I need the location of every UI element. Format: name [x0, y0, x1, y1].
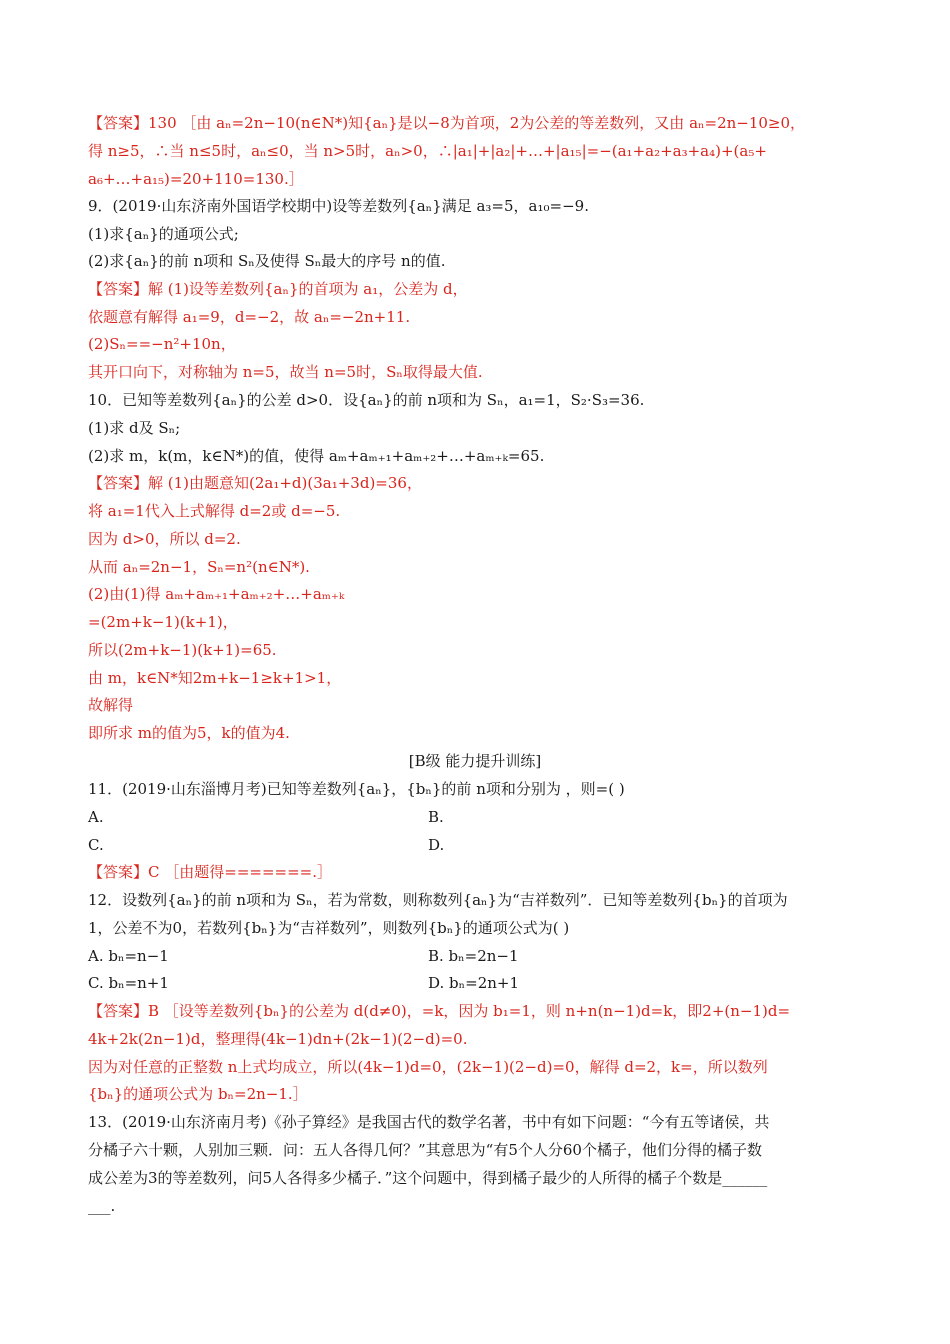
answer-8-line-2: 得 n≥5，∴当 n≤5时，aₙ≤0，当 n>5时，aₙ>0，∴|a₁|+|a₂|+…+|a₁₅|=−(a₁+a₂+a₃+a₄)+(a₅+ — [88, 142, 767, 160]
answer-12-line-4: {bₙ}的通项公式为 bₙ=2n−1.］ — [88, 1085, 308, 1103]
option-d: D. bₙ=2n+1 — [428, 974, 520, 992]
question-12-options-row-1 — [88, 946, 866, 966]
option-b: B. — [428, 808, 444, 826]
question-13-line-2: 分橘子六十颗，人别加三颗．问：五人各得几何？”其意思为“有5个人分60个橘子，他们分得的橘子数 — [88, 1141, 762, 1159]
question-13-line-1: 13．(2019·山东济南月考)《孙子算经》是我国古代的数学名著，书中有如下问题：“今有五等诸侯，共 — [88, 1113, 770, 1131]
option-a: A. bₙ=n−1 — [88, 947, 169, 965]
answer-10-line-8: 由 m，k∈N*知2m+k−1≥k+1>1， — [88, 669, 342, 687]
question-9-part-2: (2)求{aₙ}的前 n项和 Sₙ及使得 Sₙ最大的序号 n的值. — [88, 252, 446, 270]
question-13-line-4: ___. — [88, 1197, 116, 1215]
answer-8-line-3: a₆+…+a₁₅)=20+110=130.］ — [88, 170, 304, 188]
option-d: D. — [428, 836, 445, 854]
answer-10-line-4: 从而 aₙ=2n−1，Sₙ=n²(n∈N*). — [88, 558, 310, 576]
answer-10-line-5: (2)由(1)得 aₘ+aₘ₊₁+aₘ₊₂+…+aₘ₊ₖ — [88, 585, 345, 603]
question-9-stem: 9．(2019·山东济南外国语学校期中)设等差数列{aₙ}满足 a₃=5，a₁₀=−9. — [88, 197, 589, 215]
answer-9-line-1: 【答案】解 (1)设等差数列{aₙ}的首项为 a₁，公差为 d， — [88, 280, 468, 298]
answer-10-line-2: 将 a₁=1代入上式解得 d=2或 d=−5. — [88, 502, 341, 520]
question-10-part-1: (1)求 d及 Sₙ; — [88, 419, 181, 437]
question-12-options-row-2 — [88, 973, 866, 993]
question-12-stem-line-2: 1，公差不为0，若数列{bₙ}为“吉祥数列”，则数列{bₙ}的通项公式为( ) — [88, 919, 570, 937]
question-10-part-2: (2)求 m，k(m，k∈N*)的值，使得 aₘ+aₘ₊₁+aₘ₊₂+…+aₘ₊ₖ=65. — [88, 447, 545, 465]
question-11-options-row-1 — [88, 807, 866, 827]
answer-9-line-2: 依题意有解得 a₁=9，d=−2，故 aₙ=−2n+11. — [88, 308, 411, 326]
answer-9-line-3: (2)Sₙ==−n²+10n， — [88, 335, 236, 353]
section-title: [B级 能力提升训练] — [408, 752, 542, 770]
option-c: C. bₙ=n+1 — [88, 974, 169, 992]
answer-10-line-3: 因为 d>0，所以 d=2. — [88, 530, 241, 548]
question-9-part-1: (1)求{aₙ}的通项公式; — [88, 225, 239, 243]
answer-10-line-6: =(2m+k−1)(k+1)， — [88, 613, 238, 631]
question-10-stem: 10．已知等差数列{aₙ}的公差 d>0．设{aₙ}的前 n项和为 Sₙ，a₁=1，S₂·S₃=36. — [88, 391, 645, 409]
question-12-stem-line-1: 12．设数列{aₙ}的前 n项和为 Sₙ，若为常数，则称数列{aₙ}为“吉祥数列”．已知等差数列{bₙ}的首项为 — [88, 891, 788, 909]
option-a: A. — [88, 808, 104, 826]
question-13-line-3: 成公差为3的等差数列，问5人各得多少橘子．”这个问题中，得到橘子最少的人所得的橘子个数是______ — [88, 1169, 768, 1187]
answer-10-line-9: 故解得 — [88, 696, 134, 714]
answer-12-line-3: 因为对任意的正整数 n上式均成立，所以(4k−1)d=0，(2k−1)(2−d)=0，解得 d=2，k=，所以数列 — [88, 1058, 768, 1076]
answer-10-line-7: 所以(2m+k−1)(k+1)=65. — [88, 641, 277, 659]
answer-9-line-4: 其开口向下，对称轴为 n=5，故当 n=5时，Sₙ取得最大值. — [88, 363, 483, 381]
answer-10-line-10: 即所求 m的值为5，k的值为4. — [88, 724, 290, 742]
answer-10-line-1: 【答案】解 (1)由题意知(2a₁+d)(3a₁+3d)=36， — [88, 474, 422, 492]
question-11-stem: 11．(2019·山东淄博月考)已知等差数列{aₙ}，{bₙ}的前 n项和分别为 ，则=( ) — [88, 780, 625, 798]
answer-12-line-1: 【答案】B ［设等差数列{bₙ}的公差为 d(d≠0)，=k，因为 b₁=1，则 n+n(n−1)d=k，即2+(n−1)d= — [88, 1002, 791, 1020]
option-b: B. bₙ=2n−1 — [428, 947, 519, 965]
question-11-options-row-2 — [88, 835, 866, 855]
answer-8-line-1: 【答案】130 ［由 aₙ=2n−10(n∈N*)知{aₙ}是以−8为首项，2为公差的等差数列，又由 aₙ=2n−10≥0， — [88, 114, 806, 132]
option-c: C. — [88, 836, 104, 854]
answer-12-line-2: 4k+2k(2n−1)d，整理得(4k−1)dn+(2k−1)(2−d)=0. — [88, 1030, 468, 1048]
answer-11: 【答案】C ［由题得=======.］ — [88, 863, 332, 881]
